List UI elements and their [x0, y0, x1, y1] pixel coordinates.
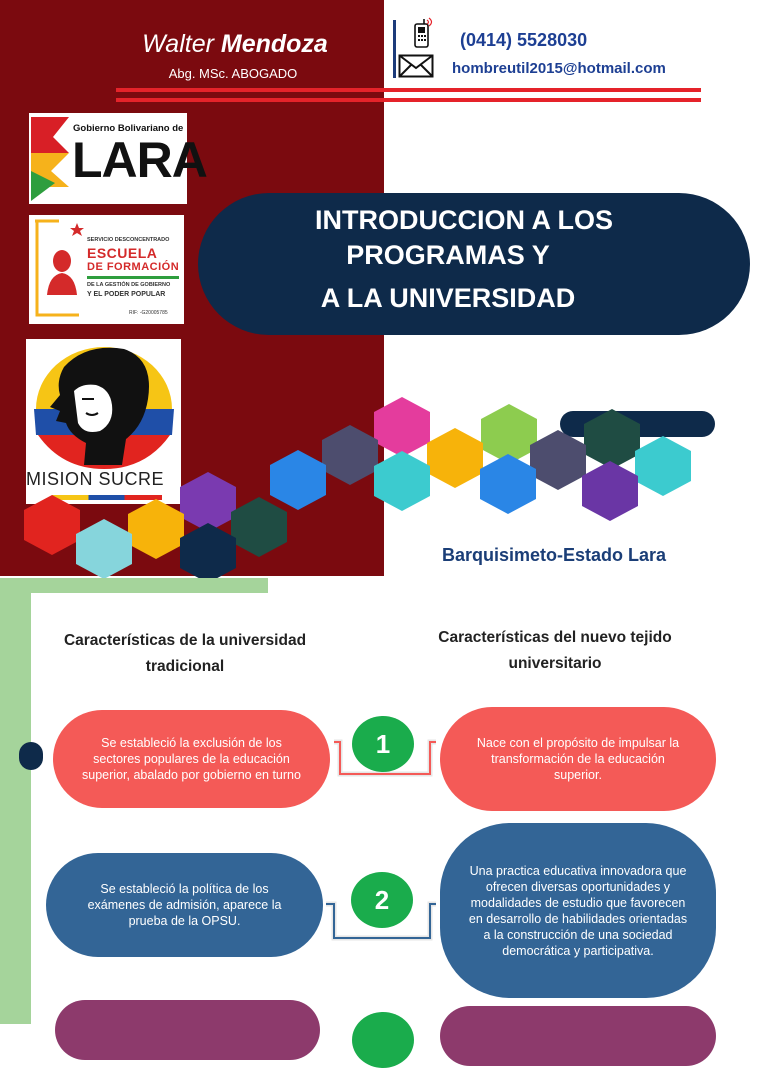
- lara-logo-wordmark: LARA: [72, 132, 207, 188]
- lara-government-logo: [29, 113, 207, 204]
- escuela-formacion-logo: [29, 215, 184, 324]
- escuela-line-3: DE FORMACIÓN: [87, 261, 180, 273]
- row-1-traditional: [53, 710, 330, 808]
- contact-divider: [393, 20, 396, 78]
- location-label: Barquisimeto-Estado Lara: [442, 545, 667, 565]
- author-title: Abg. MSc. ABOGADO: [168, 66, 298, 81]
- phone-number: (0414) 5528030: [460, 30, 588, 50]
- escuela-line-4: DE LA GESTIÓN DE GOBIERNO: [87, 282, 171, 288]
- row-1-new-text: Nace con el propósito de impulsar la transformación de la educación superior.: [476, 736, 680, 782]
- row-3-traditional: [55, 1000, 320, 1060]
- author-first-name: Walter: [142, 30, 214, 58]
- title-line-2: PROGRAMAS Y: [346, 240, 550, 270]
- row-1-traditional-text: Se estableció la exclusión de los sectores populares de la educación superior, abalado por gobierno en turno: [82, 736, 301, 782]
- left-column-heading: Características de la universidad tradicional: [63, 632, 307, 675]
- navy-tab-marker: [19, 742, 43, 770]
- row-1-new: [440, 707, 716, 811]
- lara-flag-icon: [29, 113, 75, 204]
- mision-sucre-wordmark: MISION SUCRE: [26, 469, 165, 489]
- title-banner: [198, 193, 750, 335]
- right-column-heading: Características del nuevo tejido universitario: [438, 629, 672, 672]
- row-2-traditional: [46, 853, 323, 957]
- red-rule-bottom: [116, 98, 701, 102]
- cell-phone-icon: [410, 18, 434, 48]
- row-1-number: 1: [352, 716, 414, 772]
- envelope-icon: [398, 54, 434, 78]
- lara-logo-caption: Gobierno Bolivariano de: [73, 123, 184, 134]
- row-2-new-text: Una practica educativa innovadora que ofrecen diversas oportunidades y modalidades de estudio que favorecen en desarrollo de habilidades orientadas a la construcción de una sociedad democrática y participativa.: [468, 863, 688, 958]
- row-2-traditional-text: Se estableció la política de los exámenes de admisión, aparece la prueba de la OPSU.: [87, 882, 282, 928]
- title-line-1: INTRODUCCION A LOS: [315, 205, 613, 235]
- title-line-3: A LA UNIVERSIDAD: [320, 283, 576, 313]
- escuela-green-rule: [87, 276, 179, 279]
- row-3-new: [440, 1006, 716, 1066]
- escuela-rif: RIF: -G20005785: [129, 310, 168, 316]
- author-last-name: Mendoza: [220, 30, 328, 58]
- email-address: hombreutil2015@hotmail.com: [452, 60, 666, 77]
- escuela-line-5: Y EL PODER POPULAR: [87, 291, 166, 298]
- escuela-line-2: ESCUELA: [87, 245, 158, 261]
- escuela-line-1: SERVICIO DESCONCENTRADO: [87, 237, 170, 243]
- red-rule-top: [116, 88, 701, 92]
- row-3-number: [352, 1012, 414, 1068]
- row-2-number: 2: [351, 872, 413, 928]
- row-2-new: [440, 823, 716, 998]
- escuela-portrait-emblem: [29, 215, 85, 324]
